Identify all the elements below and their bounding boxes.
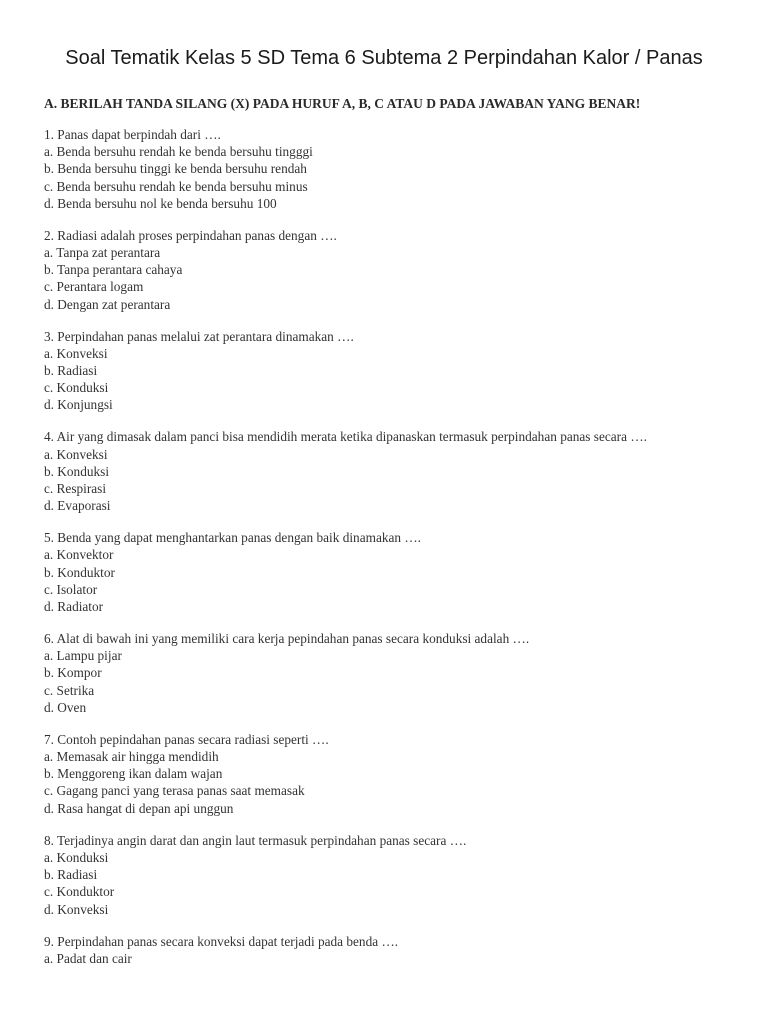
question-item [44, 933, 744, 967]
answer-option: d. Konjungsi [44, 397, 113, 413]
answer-option: c. Isolator [44, 581, 98, 597]
question-text: 1. Panas dapat berpindah dari …. [44, 127, 221, 142]
answer-option: d. Dengan zat perantara [44, 296, 171, 312]
section-instruction: A. BERILAH TANDA SILANG (X) PADA HURUF A, B, C ATAU D PADA JAWABAN YANG BENAR! [44, 96, 641, 111]
answer-option: a. Memasak air hingga mendidih [44, 749, 219, 765]
answer-option: c. Respirasi [44, 481, 107, 497]
question-text: 8. Terjadinya angin darat dan angin laut termasuk perpindahan panas secara …. [44, 832, 467, 848]
answer-option: d. Oven [44, 699, 87, 715]
answer-option: b. Radiasi [44, 363, 98, 379]
question-text: 3. Perpindahan panas melalui zat perantara dinamakan …. [44, 328, 354, 344]
question-text: 6. Alat di bawah ini yang memiliki cara kerja pepindahan panas secara konduksi adalah …. [44, 631, 530, 647]
question-item [44, 227, 744, 313]
answer-option: b. Radiasi [44, 867, 98, 883]
answer-option: a. Konduksi [44, 849, 109, 865]
answer-option: c. Setrika [44, 682, 95, 698]
question-item [44, 126, 744, 212]
answer-option: a. Benda bersuhu rendah ke benda bersuhu tingggi [44, 144, 313, 160]
answer-option: a. Padat dan cair [44, 950, 132, 966]
question-text: 2. Radiasi adalah proses perpindahan panas dengan …. [44, 227, 337, 243]
answer-option: d. Konveksi [44, 901, 109, 917]
answer-option: b. Konduktor [44, 564, 115, 580]
answer-option: c. Perantara logam [44, 279, 144, 295]
answer-option: c. Benda bersuhu rendah ke benda bersuhu minus [44, 178, 308, 194]
answer-option: b. Kompor [44, 665, 102, 681]
answer-option: b. Tanpa perantara cahaya [44, 262, 183, 278]
answer-option: d. Radiator [44, 599, 104, 615]
question-text: 9. Perpindahan panas secara konveksi dapat terjadi pada benda …. [44, 933, 399, 949]
answer-option: c. Konduktor [44, 884, 115, 900]
question-item [44, 832, 744, 918]
answer-option: b. Benda bersuhu tinggi ke benda bersuhu rendah [44, 161, 307, 177]
question-item [44, 731, 744, 817]
question-item [44, 328, 744, 414]
answer-option: b. Menggoreng ikan dalam wajan [44, 766, 223, 782]
question-text: 4. Air yang dimasak dalam panci bisa mendidih merata ketika dipanaskan termasuk perpindahan panas secara …. [44, 429, 647, 445]
question-list [44, 126, 744, 982]
document-title: Soal Tematik Kelas 5 SD Tema 6 Subtema 2 Perpindahan Kalor / Panas [65, 47, 703, 69]
answer-option: c. Konduksi [44, 380, 109, 396]
answer-option: d. Evaporasi [44, 498, 111, 514]
answer-option: c. Gagang panci yang terasa panas saat memasak [44, 783, 305, 799]
answer-option: d. Rasa hangat di depan api unggun [44, 800, 234, 816]
answer-option: a. Tanpa zat perantara [44, 245, 161, 261]
question-item [44, 428, 744, 514]
question-text: 5. Benda yang dapat menghantarkan panas dengan baik dinamakan …. [44, 530, 421, 546]
answer-option: d. Benda bersuhu nol ke benda bersuhu 100 [44, 195, 277, 211]
answer-option: a. Konveksi [44, 446, 108, 462]
question-text: 7. Contoh pepindahan panas secara radiasi seperti …. [44, 731, 329, 747]
answer-option: b. Konduksi [44, 463, 110, 479]
answer-option: a. Lampu pijar [44, 648, 122, 664]
question-item [44, 630, 744, 716]
answer-option: a. Konvektor [44, 547, 114, 563]
answer-option: a. Konveksi [44, 345, 108, 361]
question-item [44, 529, 744, 615]
